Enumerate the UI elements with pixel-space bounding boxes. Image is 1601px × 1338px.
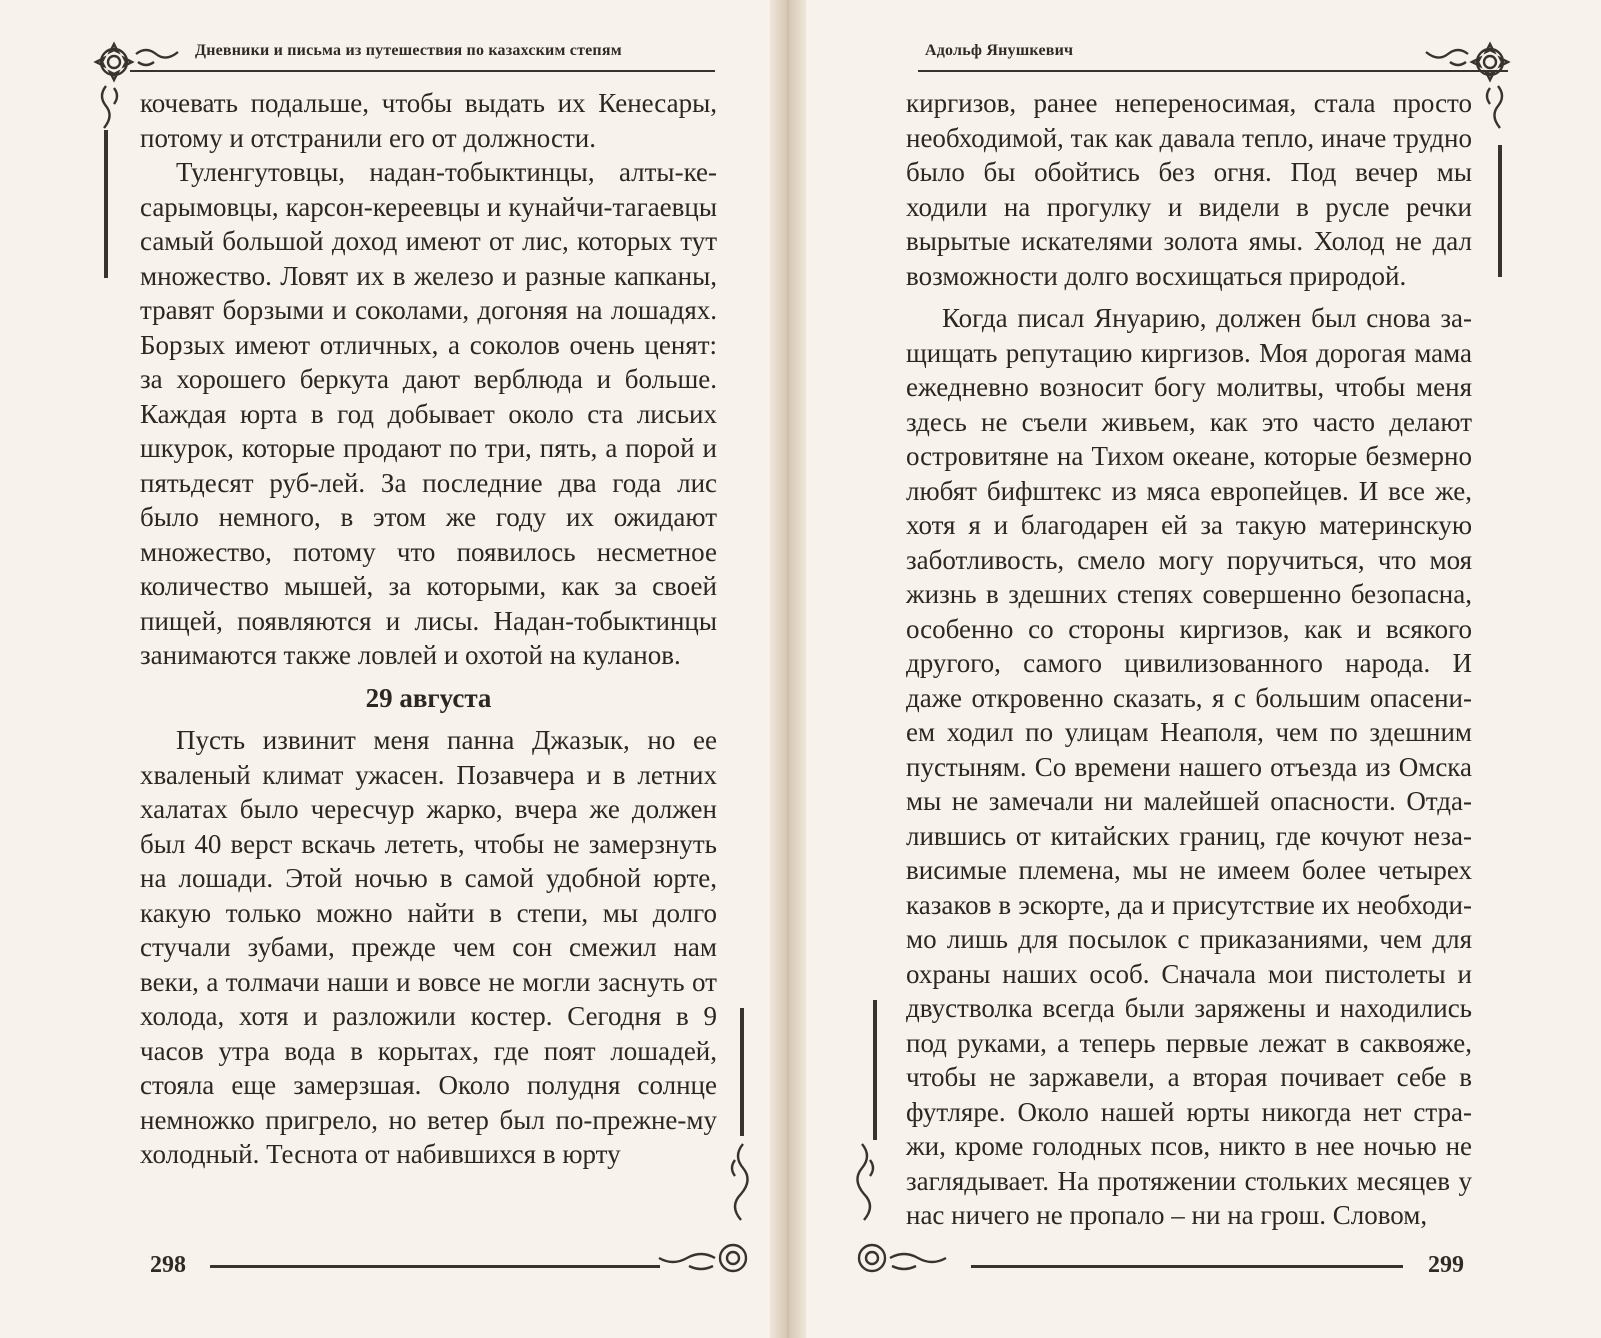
running-head: Адольф Янушкевич xyxy=(925,42,1074,59)
page-body xyxy=(906,86,1472,1233)
margin-bar xyxy=(104,130,108,278)
section-heading: 29 августа xyxy=(365,682,492,713)
footer-rule xyxy=(971,1265,1403,1268)
running-head: Дневники и письма из путешествия по казахским степям xyxy=(195,42,622,59)
paragraph: Когда писал Януарию, должен был снова за-щищать репутацию киргизов. Моя дорогая мама ежедневно возносит богу молитвы, чтобы меня здесь не съели живьем, как это часто делают островитяне на Тихом океане, которые безмерно любят бифштекс из мяса европейцев. И все же, хотя я и благодарен ей за такую материнскую заботливость, смело могу поручиться, что моя жизнь в здешних степях совершенно безопасна, особенно со стороны киргизов, как и всякого другого, самого цивилизованного народа. И даже откровенно сказать, я с большим опасени-ем ходил по улицам Неаполя, чем по здешним пустыням. Со времени нашего отъезда из Омска мы не замечали ни малейшей опасности. Отда-лившись от китайских границ, где кочуют неза-висимые племена, мы не имеем более четырех казаков в эскорте, да и присутствие их необходи-мо лишь для посылок с приказаниями, чем для охраны наших особ. Сначала мои пистолеты и двустволка всегда были заряжены и находились под руками, а теперь первые лежат в саквояже, чтобы не заржавели, а вторая почивает себе в футляре. Около нашей юрты никогда нет стра-жи, кроме голодных псов, никто в нее ночью не заглядывает. На протяжении стольких месяцев у нас ничего не пропало – ни на грош. Словом, xyxy=(906,303,1472,1230)
paragraph: кочевать подальше, чтобы выдать их Кенесары, потому и отстранили его от должности. xyxy=(140,88,717,153)
page-body xyxy=(140,86,717,1172)
header-rule xyxy=(130,70,715,72)
paragraph: киргизов, ранее непереносимая, стала просто необходимой, так как давала тепло, иначе трудно было бы обойтись без огня. Под вечер мы ходили на прогулку и видели в русле речки вырытые искателями золота ямы. Холод не дал возможности долго восхищаться природой. xyxy=(906,88,1472,291)
left-page xyxy=(0,0,770,1338)
scroll-ornament-icon xyxy=(850,1140,960,1280)
margin-bar xyxy=(1498,145,1502,277)
footer-rule xyxy=(210,1265,660,1268)
page-number: 299 xyxy=(1428,1252,1464,1278)
right-page xyxy=(806,0,1601,1338)
book-gutter xyxy=(770,0,806,1338)
page-number: 298 xyxy=(150,1252,186,1278)
margin-bar xyxy=(873,1000,877,1140)
paragraph: Пусть извинит меня панна Джазык, но ее хваленый климат ужасен. Позавчера и в летних халатах было чересчур жарко, вчера же должен был 40 верст вскачь лететь, чтобы не замерзнуть на лошади. Этой ночью в самой удобной юрте, какую только можно найти в степи, мы долго стучали зубами, прежде чем сон смежил нам веки, а толмачи наши и вовсе не могли заснуть от холода, хотя и разложили костер. Сегодня в 9 часов утра вода в корытах, где поят лошадей, стояла еще замерзшая. Около полудня солнце немножко пригрело, но ветер был по-прежне-му холодный. Теснота от набившихся в юрту xyxy=(140,725,717,1169)
scroll-ornament-icon xyxy=(655,1140,755,1280)
paragraph: Туленгутовцы, надан-тобыктинцы, алты-ке-сарымовцы, карсон-кереевцы и кунайчи-тагаевцы самый большой доход имеют от лис, которых тут множество. Ловят их в железо и разные капканы, травят борзыми и соколами, догоняя на лошадях. Борзых имеют отличных, а соколов очень ценят: за хорошего беркута дают верблюда и больше. Каждая юрта в год добывает около ста лисьих шкурок, которые продают по три, пять, а порой и пятьдесят руб-лей. За последние два года лис было немного, в этом же году их ожидают множество, потому что появилось несметное количество мышей, за которыми, как за своей пищей, появляются и лисы. Надан-тобыктинцы занимаются также ловлей и охотой на куланов. xyxy=(140,157,717,670)
margin-bar xyxy=(740,1008,744,1136)
